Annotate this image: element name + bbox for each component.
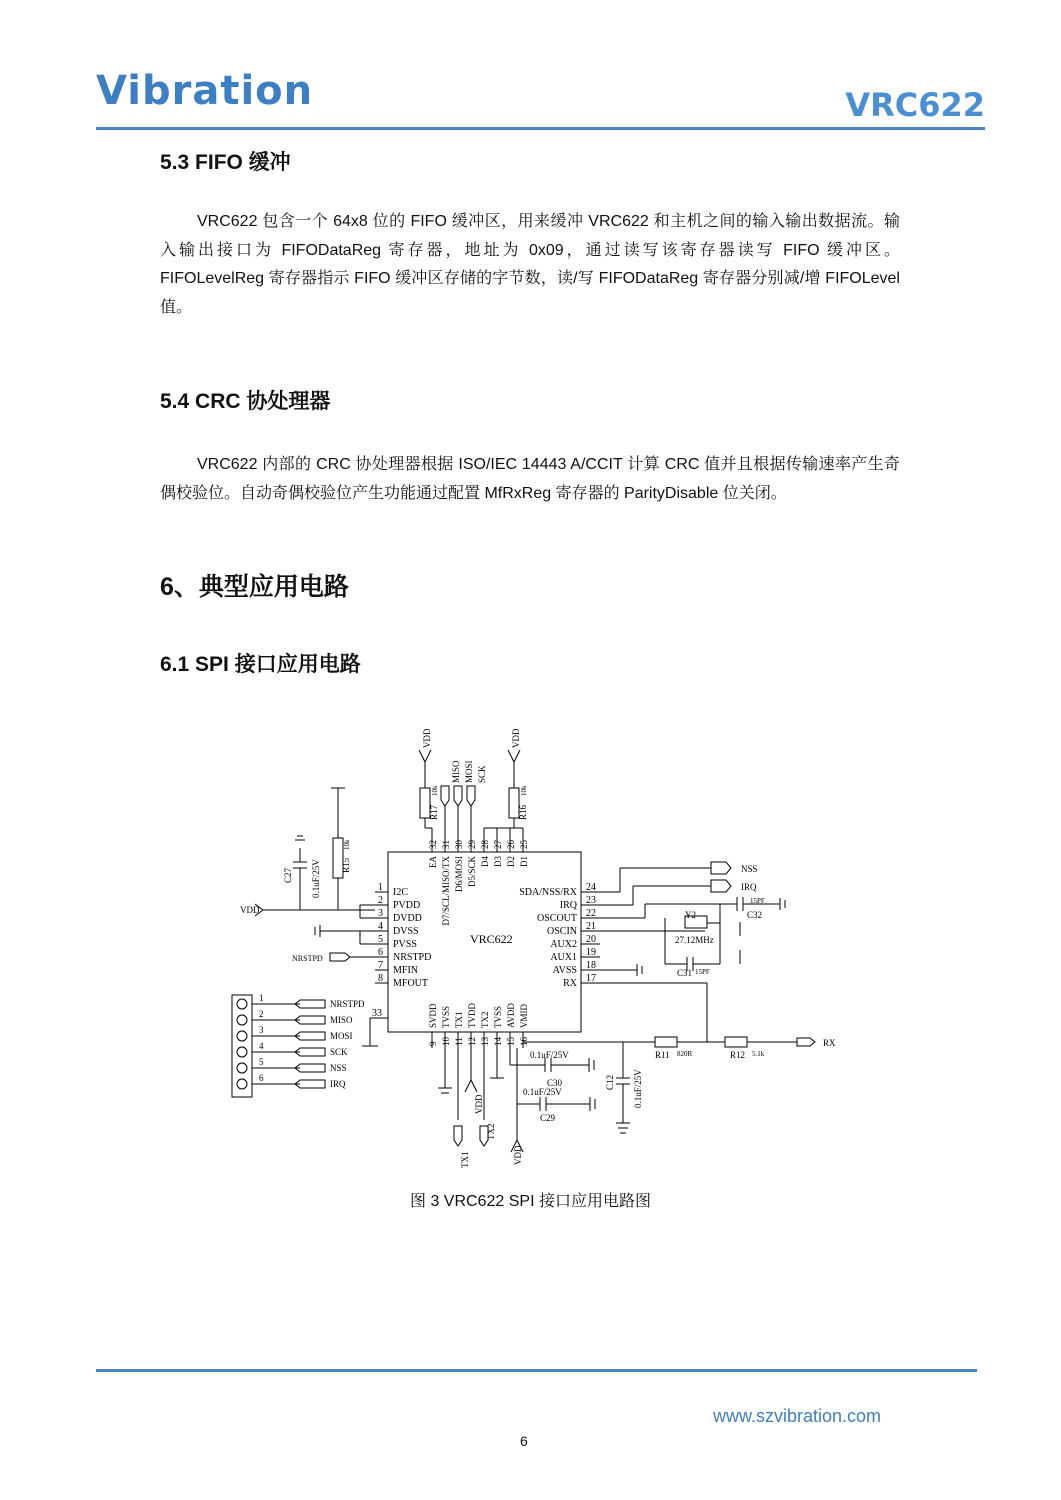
signal-label: VDD (513, 1145, 523, 1165)
component-value: 10k (431, 785, 439, 796)
header-divider (96, 127, 985, 130)
pin-name: SDA/NSS/RX (519, 887, 577, 898)
pin-name: DVDD (393, 913, 422, 924)
pin-num: 28 (480, 840, 490, 849)
pin-name: D6/MOSI (454, 856, 464, 893)
pin-num: 22 (586, 908, 596, 919)
signal-label: VDD (422, 728, 432, 748)
component-label: C30 (547, 1078, 563, 1088)
component-value: 0.1uF/25V (530, 1050, 569, 1060)
chip-label: VRC622 (470, 932, 513, 946)
component-value: 0.1uF/25V (311, 859, 321, 898)
company-logo: Vibration (96, 68, 314, 114)
pin-num: 11 (454, 1037, 464, 1046)
pin-num: 15 (506, 1037, 516, 1046)
connector-pin-num: 5 (259, 1057, 264, 1067)
connector-pin-label: MOSI (330, 1031, 353, 1041)
connector-pin-label: NSS (330, 1063, 347, 1073)
pin-name: AVSS (552, 965, 577, 976)
pin-num: 29 (467, 840, 477, 849)
pin-num: 5 (378, 934, 383, 945)
pin-num: 26 (506, 840, 516, 849)
signal-label: IRQ (741, 882, 757, 892)
signal-label: TX2 (486, 1123, 496, 1140)
section-5-3-heading: 5.3 FIFO 缓冲 (160, 151, 291, 174)
connector-pin-num: 3 (259, 1025, 264, 1035)
component-label: R17 (429, 804, 439, 820)
pin-name: I2C (393, 887, 408, 898)
pin-name: AUX1 (550, 952, 577, 963)
pin-num: 27 (493, 840, 503, 849)
pin-name: PVSS (393, 939, 417, 950)
pin-num: 33 (372, 1008, 382, 1019)
pin-num: 16 (519, 1037, 529, 1046)
spi-schematic (225, 728, 845, 1178)
website-link[interactable]: www.szvibration.com (713, 1406, 882, 1426)
component-label: R12 (730, 1050, 746, 1060)
pin-name: D1 (519, 856, 529, 867)
component-label: C32 (747, 910, 763, 920)
figure-caption: 图 3 VRC622 SPI 接口应用电路图 (410, 1193, 651, 1210)
signal-label: MISO (451, 760, 461, 783)
pin-name: AVDD (506, 1003, 516, 1028)
component-value: 10k (520, 785, 528, 796)
component-value: 15PF (695, 968, 710, 976)
section-6-heading: 6、典型应用电路 (160, 573, 349, 601)
pin-num: 23 (586, 895, 596, 906)
pin-num: 8 (378, 973, 383, 984)
component-value: 27.12MHz (675, 935, 714, 945)
connector-pin-label: SCK (330, 1047, 348, 1057)
component-value: 0.1uF/25V (633, 1069, 643, 1108)
pin-name: OSCIN (546, 926, 577, 937)
pin-num: 13 (480, 1037, 490, 1046)
pin-name: SVDD (428, 1003, 438, 1028)
pin-name: D2 (506, 856, 516, 867)
component-value: 10k (343, 839, 351, 850)
pin-num: 20 (586, 934, 596, 945)
pin-name: EA (428, 856, 438, 868)
pin-name: IRQ (559, 900, 577, 911)
pin-num: 6 (378, 947, 383, 958)
footer-divider (96, 1369, 977, 1372)
component-value: 15PF (750, 897, 765, 905)
pin-name: D4 (480, 856, 490, 867)
component-value: 0.1uF/25V (523, 1087, 562, 1097)
pin-name: MFOUT (393, 978, 429, 989)
pin-num: 24 (586, 882, 596, 893)
pin-num: 3 (378, 908, 383, 919)
page-number: 6 (520, 1433, 528, 1449)
pin-name: RX (563, 978, 577, 989)
connector-pin-num: 6 (259, 1073, 264, 1083)
component-label: C27 (283, 867, 293, 883)
signal-label: NSS (741, 864, 758, 874)
section-6-1-heading: 6.1 SPI 接口应用电路 (160, 653, 361, 676)
component-label: C12 (605, 1074, 615, 1090)
pin-name: MFIN (393, 965, 419, 976)
pin-name: OSCOUT (536, 913, 577, 924)
signal-label: VDD (240, 905, 260, 915)
signal-label: RX (823, 1038, 836, 1048)
pin-num: 14 (493, 1037, 503, 1046)
pin-num: 17 (586, 973, 596, 984)
component-label: C29 (540, 1113, 556, 1123)
component-label: R15 (341, 857, 351, 873)
pin-num: 1 (378, 882, 383, 893)
pin-name: TVSS (493, 1005, 503, 1028)
section-5-4-heading: 5.4 CRC 协处理器 (160, 390, 331, 413)
component-label: R16 (518, 804, 528, 820)
connector-pin-num: 1 (259, 993, 264, 1003)
signal-label: MOSI (464, 760, 474, 783)
pin-name: D5/SCK (467, 856, 477, 888)
pin-num: 30 (454, 840, 464, 849)
connector-pin-label: MISO (330, 1015, 353, 1025)
component-value: 820R (677, 1050, 693, 1058)
pin-num: 2 (378, 895, 383, 906)
connector-pin-num: 2 (259, 1009, 264, 1019)
pin-num: 18 (586, 960, 596, 971)
signal-label: TX1 (460, 1151, 470, 1168)
connector-pin-label: IRQ (330, 1079, 346, 1089)
pin-num: 9 (428, 1041, 438, 1046)
component-label: R11 (655, 1050, 670, 1060)
signal-label: SCK (477, 765, 487, 783)
signal-label: VDD (511, 728, 521, 748)
pin-name: TVSS (441, 1005, 451, 1028)
pin-name: D3 (493, 856, 503, 867)
pin-num: 31 (441, 840, 451, 849)
pin-name: DVSS (393, 926, 419, 937)
pin-num: 4 (378, 921, 383, 932)
pin-num: 25 (519, 840, 529, 849)
pin-num: 19 (586, 947, 596, 958)
component-label: Y2 (685, 910, 696, 920)
pin-name: NRSTPD (393, 952, 432, 963)
pin-name: TVDD (467, 1003, 477, 1028)
pin-num: 10 (441, 1037, 451, 1046)
pin-num: 21 (586, 921, 596, 932)
component-value: 5.1k (752, 1050, 765, 1058)
pin-name: PVDD (393, 900, 421, 911)
connector-pin-num: 4 (259, 1041, 264, 1051)
connector-pin-label: NRSTPD (330, 999, 365, 1009)
pin-num: 12 (467, 1037, 477, 1046)
pin-name: D7/SCL/MISO/TX (441, 856, 451, 926)
pin-num: 7 (378, 960, 383, 971)
component-label: C31 (677, 968, 693, 978)
pin-name: TX1 (454, 1011, 464, 1028)
pin-name: VMID (519, 1004, 529, 1028)
signal-label: NRSTPD (292, 954, 323, 963)
pin-name: AUX2 (550, 939, 577, 950)
signal-label: VDD (474, 1094, 484, 1114)
header-model: VRC622 (845, 86, 985, 124)
section-5-4-body: VRC622 内部的 CRC 协处理器根据 ISO/IEC 14443 A/CCIT 计算 CRC 值并且根据传输速率产生奇偶校验位。自动奇偶校验位产生功能通过配置 MfRxReg 寄存器的 ParityDisable 位关闭。 (160, 456, 900, 502)
pin-num: 32 (428, 840, 438, 849)
section-5-3-body: VRC622 包含一个 64x8 位的 FIFO 缓冲区，用来缓冲 VRC622 和主机之间的输入输出数据流。输入输出接口为 FIFODataReg 寄存器，地址为 0x09，通过读写该寄存器读写 FIFO 缓冲区。FIFOLevelReg 寄存器指示 FIFO 缓冲区存储的字节数，读/写 FIFODataReg 寄存器分别减/增 FIFOLevel 值。 (160, 213, 900, 316)
pin-name: TX2 (480, 1011, 490, 1028)
